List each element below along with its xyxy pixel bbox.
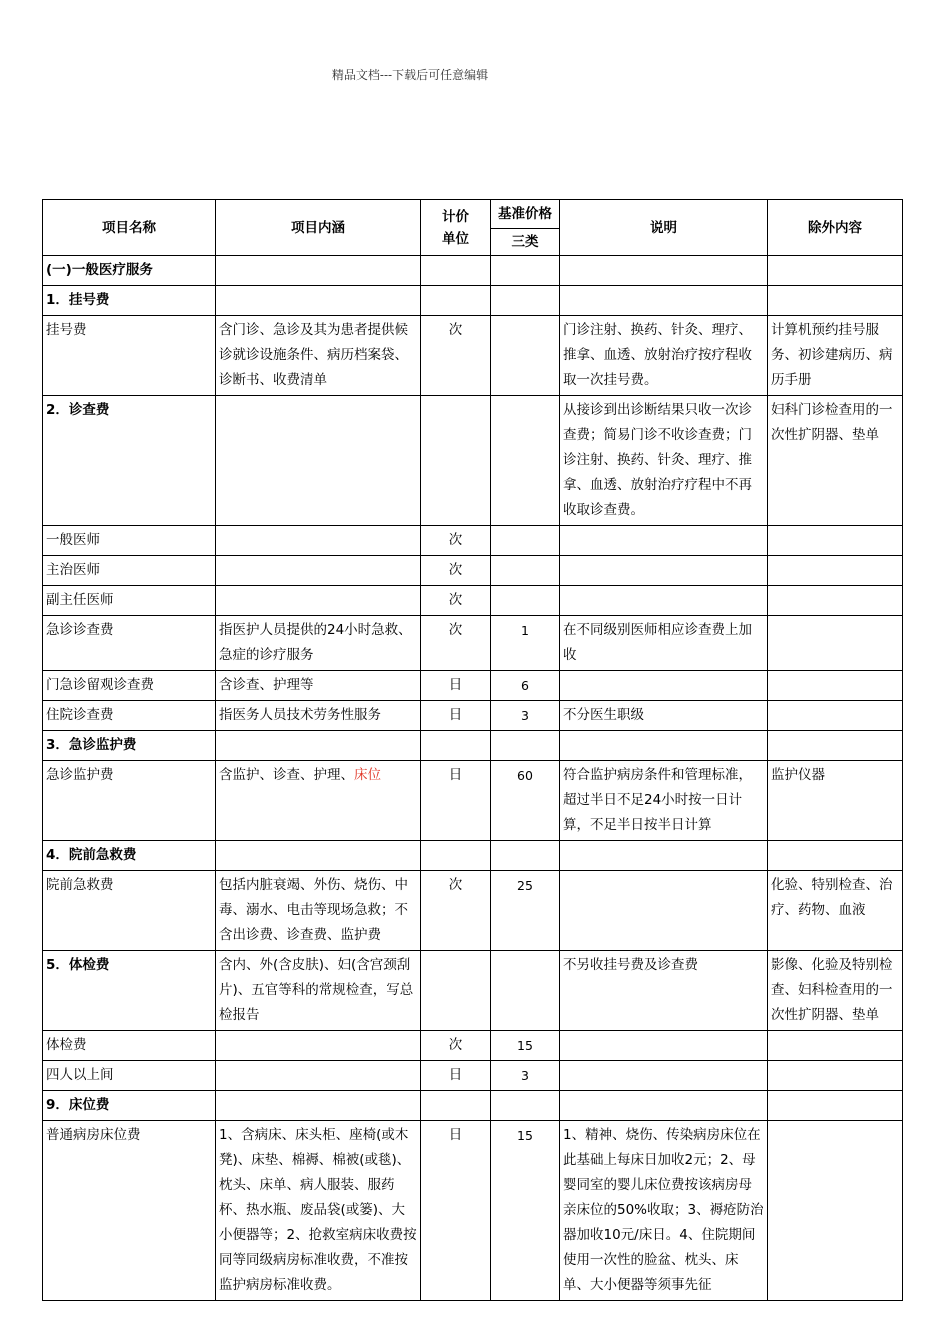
table-row (43, 396, 903, 526)
content-text: 含监护、诊查、护理、 (219, 767, 354, 783)
item-content: 指医护人员提供的24小时急救、急症的诊疗服务 (216, 616, 421, 671)
table-row (43, 951, 903, 1031)
item-price: 3 (491, 701, 560, 731)
item-note: 符合监护病房条件和管理标准，超过半日不足24小时按一日计算，不足半日按半日计算 (560, 761, 768, 841)
watermark-text: 精品文档---下载后可任意编辑 (331, 68, 489, 82)
section-title: (一)一般医疗服务 (43, 256, 216, 286)
item-unit: 次 (421, 316, 491, 396)
item-name: 四人以上间 (43, 1061, 216, 1091)
table-row (43, 316, 903, 396)
item-name: 院前急救费 (43, 871, 216, 951)
item-exclude: 影像、化验及特别检查、妇科检查用的一次性扩阴器、垫单 (768, 951, 903, 1031)
item-name: 住院诊查费 (43, 701, 216, 731)
header-content: 项目内涵 (216, 200, 421, 256)
item-price: 1 (491, 616, 560, 671)
highlighted-text: 床位 (354, 767, 381, 783)
item-name: 主治医师 (43, 556, 216, 586)
header-grade: 三类 (491, 229, 560, 256)
item-price: 60 (491, 761, 560, 841)
item-unit: 次 (421, 586, 491, 616)
item-exclude: 妇科门诊检查用的一次性扩阴器、垫单 (768, 396, 903, 526)
category-title: 2．诊查费 (43, 396, 216, 526)
item-exclude: 化验、特别检查、治疗、药物、血液 (768, 871, 903, 951)
item-price: 3 (491, 1061, 560, 1091)
item-price (491, 316, 560, 396)
item-unit: 次 (421, 616, 491, 671)
item-name: 急诊监护费 (43, 761, 216, 841)
table-row (43, 616, 903, 671)
item-unit: 次 (421, 871, 491, 951)
table-row (43, 256, 903, 286)
item-note: 从接诊到出诊断结果只收一次诊查费；简易门诊不收诊查费；门诊注射、换药、针灸、理疗、推拿、血透、放射治疗疗程中不再收取诊查费。 (560, 396, 768, 526)
category-title: 4．院前急救费 (43, 841, 216, 871)
item-note: 门诊注射、换药、针灸、理疗、推拿、血透、放射治疗按疗程收取一次挂号费。 (560, 316, 768, 396)
header-exclude: 除外内容 (768, 200, 903, 256)
item-content: 1、含病床、床头柜、座椅(或木凳)、床垫、棉褥、棉被(或毯)、枕头、床单、病人服装、服药杯、热水瓶、废品袋(或篓)、大小便器等；2、抢救室病床收费按同等同级病房标准收费，不准按监护病房标准收费。 (216, 1121, 421, 1301)
item-content: 包括内脏衰竭、外伤、烧伤、中毒、溺水、电击等现场急救；不含出诊费、诊查费、监护费 (216, 871, 421, 951)
item-unit: 日 (421, 671, 491, 701)
table-row (43, 1091, 903, 1121)
category-title: 9．床位费 (43, 1091, 216, 1121)
header-name: 项目名称 (43, 200, 216, 256)
item-name: 体检费 (43, 1031, 216, 1061)
table-row (43, 526, 903, 556)
table-row (43, 1061, 903, 1091)
item-price: 15 (491, 1121, 560, 1301)
category-title: 1．挂号费 (43, 286, 216, 316)
table-row (43, 671, 903, 701)
table-row (43, 586, 903, 616)
item-price: 6 (491, 671, 560, 701)
item-content: 指医务人员技术劳务性服务 (216, 701, 421, 731)
item-unit: 日 (421, 701, 491, 731)
item-note: 在不同级别医师相应诊查费上加收 (560, 616, 768, 671)
table-row (43, 1121, 903, 1301)
item-name: 普通病房床位费 (43, 1121, 216, 1301)
item-unit: 日 (421, 1061, 491, 1091)
table-row (43, 701, 903, 731)
table-row (43, 871, 903, 951)
item-name: 副主任医师 (43, 586, 216, 616)
table-row (43, 841, 903, 871)
item-note: 不分医生职级 (560, 701, 768, 731)
item-exclude: 监护仪器 (768, 761, 903, 841)
item-unit: 日 (421, 1121, 491, 1301)
category-title: 3．急诊监护费 (43, 731, 216, 761)
item-unit: 次 (421, 556, 491, 586)
item-price: 25 (491, 871, 560, 951)
item-content: 含诊查、护理等 (216, 671, 421, 701)
table-row (43, 1031, 903, 1061)
item-name: 挂号费 (43, 316, 216, 396)
item-name: 急诊诊查费 (43, 616, 216, 671)
item-note: 1、精神、烧伤、传染病房床位在此基础上每床日加收2元；2、母婴同室的婴儿床位费按该病房母亲床位的50%收取；3、褥疮防治器加收10元/床日。4、住院期间使用一次性的脸盆、枕头、床单、大小便器等须事先征 (560, 1121, 768, 1301)
item-content (216, 761, 421, 841)
item-unit: 次 (421, 526, 491, 556)
table-row (43, 556, 903, 586)
fee-table (42, 199, 903, 1301)
item-content: 含门诊、急诊及其为患者提供候诊就诊设施条件、病历档案袋、诊断书、收费清单 (216, 316, 421, 396)
item-unit: 次 (421, 1031, 491, 1061)
header-unit: 计价 单位 (421, 200, 491, 256)
header-note: 说明 (560, 200, 768, 256)
item-name: 门急诊留观诊查费 (43, 671, 216, 701)
table-row (43, 761, 903, 841)
item-price: 15 (491, 1031, 560, 1061)
item-content: 含内、外(含皮肤)、妇(含宫颈刮片)、五官等科的常规检查，写总检报告 (216, 951, 421, 1031)
category-title: 5．体检费 (43, 951, 216, 1031)
item-note: 不另收挂号费及诊查费 (560, 951, 768, 1031)
item-exclude: 计算机预约挂号服务、初诊建病历、病历手册 (768, 316, 903, 396)
table-row (43, 286, 903, 316)
item-name: 一般医师 (43, 526, 216, 556)
table-row (43, 731, 903, 761)
header-price: 基准价格 (491, 200, 560, 229)
item-unit: 日 (421, 761, 491, 841)
